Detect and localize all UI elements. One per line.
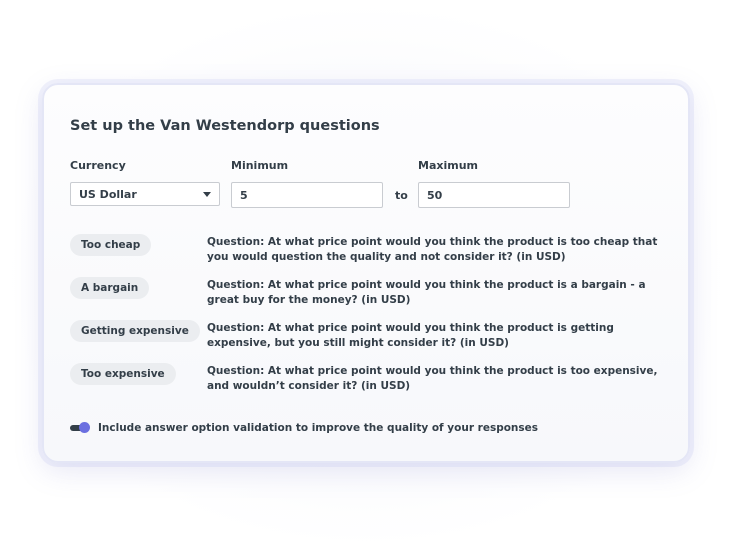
chevron-down-icon bbox=[203, 192, 211, 197]
minimum-input[interactable] bbox=[231, 182, 383, 208]
tag-getting-expensive: Getting expensive bbox=[70, 320, 200, 342]
range-to-label: to bbox=[395, 189, 408, 202]
tag-too-cheap: Too cheap bbox=[70, 234, 151, 256]
currency-select-value: US Dollar bbox=[79, 188, 137, 201]
currency-select[interactable] bbox=[70, 182, 220, 206]
tag-too-expensive: Too expensive bbox=[70, 363, 176, 385]
validation-toggle-label: Include answer option validation to improve the quality of your responses bbox=[98, 422, 539, 434]
toggle-knob bbox=[79, 422, 90, 433]
validation-toggle[interactable] bbox=[70, 422, 90, 434]
van-westendorp-setup-card bbox=[42, 83, 690, 463]
currency-label: Currency bbox=[70, 159, 126, 172]
question-text: Question: At what price point would you think the product is too cheap that you would question the quality and not consider it? (in USD) bbox=[207, 236, 658, 263]
question-text: Question: At what price point would you think the product is a bargain - a great buy for the money? (in USD) bbox=[207, 279, 646, 306]
tag-a-bargain: A bargain bbox=[70, 277, 149, 299]
question-text: Question: At what price point would you think the product is getting expensive, but you still might consider it? (in USD) bbox=[207, 322, 614, 349]
question-text: Question: At what price point would you think the product is too expensive, and wouldn’t consider it? (in USD) bbox=[207, 365, 658, 392]
minimum-label: Minimum bbox=[231, 159, 289, 172]
card-title: Set up the Van Westendorp questions bbox=[70, 118, 380, 134]
maximum-label: Maximum bbox=[418, 159, 478, 172]
maximum-input[interactable] bbox=[418, 182, 570, 208]
